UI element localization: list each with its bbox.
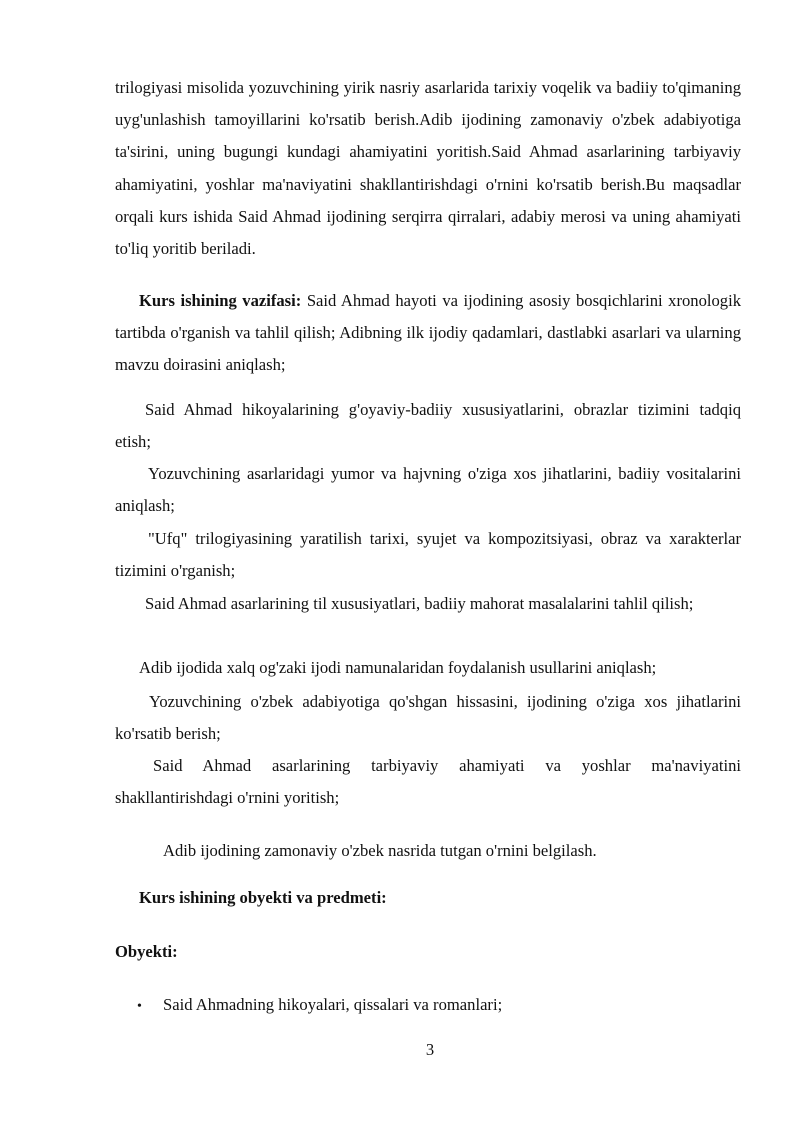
paragraph-text: Said Ahmad hikoyalarining g'oyaviy-badiiy xususiyatlarini, obrazlar tizimini tadqiq etish; bbox=[115, 400, 741, 451]
paragraph-task-stories bbox=[115, 394, 741, 457]
tasks-label: Kurs ishining vazifasi: bbox=[139, 291, 302, 310]
paragraph-intro bbox=[115, 72, 741, 265]
page-number: 3 bbox=[425, 1040, 435, 1059]
paragraph-text: "Ufq" trilogiyasining yaratilish tarixi, syujet va kompozitsiyasi, obraz va xarakterlar tizimini o'rganish; bbox=[115, 529, 741, 580]
paragraph-text: Said Ahmad asarlarining tarbiyaviy ahamiyati va yoshlar ma'naviyatini shakllantirishdagi o'rnini yoritish; bbox=[115, 756, 741, 807]
list-item bbox=[137, 991, 502, 1021]
paragraph-text: Adib ijodining zamonaviy o'zbek nasrida tutgan o'rnini belgilash. bbox=[163, 841, 597, 860]
paragraph-task-ufq bbox=[115, 523, 741, 586]
paragraph-text: trilogiyasi misolida yozuvchining yirik nasriy asarlarida tarixiy voqelik va badiiy to'qimaning uyg'unlashish tamoyillarini ko'rsatib berish.Adib ijodining zamonaviy o'zbek adabiyotiga ta'sirini, uning bugungi kundagi ahamiyatini yoritish.Said Ahmad asarlarining tarbiyaviy ahamiyatini, yoshlar ma'naviyatini shakllantirishdagi o'rnini ko'rsatib berish.Bu maqsadlar orqali kurs ishida Said Ahmad ijodining serqirra qirralari, adabiy merosi va uning ahamiyati to'liq yoritib beriladi. bbox=[115, 78, 741, 259]
paragraph-text: Said Ahmad hayoti va ijodining asosiy bosqichlarini xronologik tartibda o'rganish va tahlil qilish; Adibning ilk ijodiy qadamlari, dastlabki asarlari va ularning mavzu doirasini aniqlash; bbox=[115, 291, 741, 375]
paragraph-task-modern bbox=[115, 835, 741, 867]
heading-object: Obyekti: bbox=[115, 942, 178, 961]
paragraph-task-folklore bbox=[115, 652, 741, 684]
paragraph-task-education bbox=[115, 750, 741, 813]
paragraph-text: Adib ijodida xalq og'zaki ijodi namunalaridan foydalanish usullarini aniqlash; bbox=[139, 658, 657, 677]
paragraph-task-language bbox=[115, 588, 741, 620]
paragraph-task-humor bbox=[115, 458, 741, 521]
paragraph-tasks bbox=[115, 285, 741, 382]
paragraph-task-contribution bbox=[115, 686, 741, 749]
object-list bbox=[137, 991, 502, 1021]
bullet-icon: • bbox=[137, 999, 142, 1014]
paragraph-text: Yozuvchining o'zbek adabiyotiga qo'shgan hissasini, ijodining o'ziga xos jihatlarini ko'rsatib berish; bbox=[115, 692, 741, 743]
paragraph-text: Said Ahmad asarlarining til xususiyatlari, badiiy mahorat masalalarini tahlil qilish; bbox=[145, 594, 694, 613]
list-item-text: Said Ahmadning hikoyalari, qissalari va romanlari; bbox=[163, 995, 503, 1014]
paragraph-text: Yozuvchining asarlaridagi yumor va hajvning o'ziga xos jihatlarini, badiiy vositalarini aniqlash; bbox=[115, 464, 741, 515]
heading-object-subject: Kurs ishining obyekti va predmeti: bbox=[139, 888, 387, 907]
